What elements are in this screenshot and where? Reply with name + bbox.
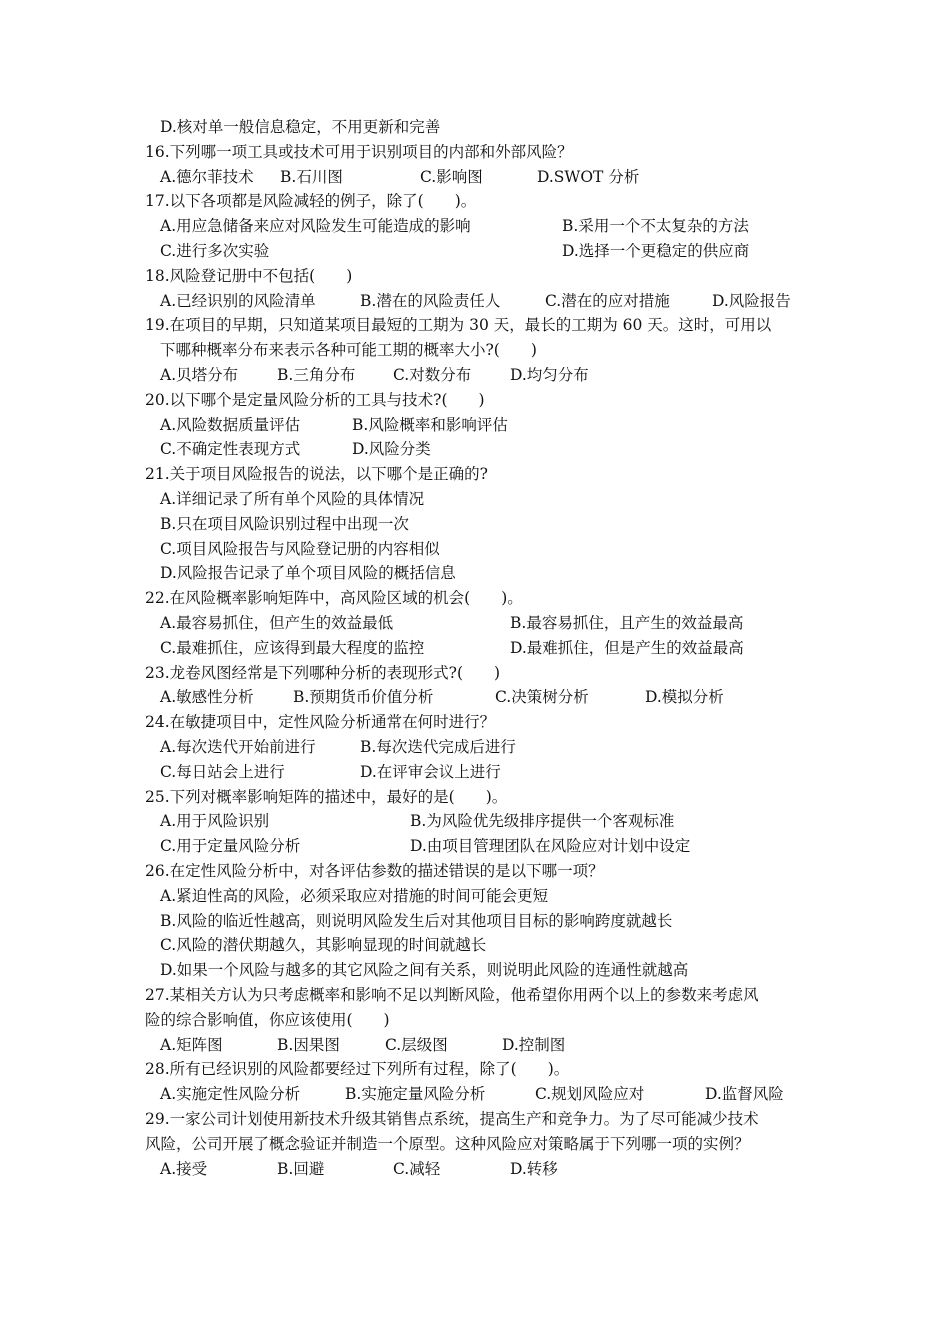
question-text: 20.以下哪个是定量风险分析的工具与技术?( )	[145, 390, 485, 409]
answer-option: B.潜在的风险责任人	[360, 291, 501, 310]
question-text: 22.在风险概率影响矩阵中，高风险区域的机会( )。	[145, 589, 523, 608]
answer-option: B.为风险优先级排序提供一个客观标准	[410, 812, 675, 831]
answer-option: D.风险分类	[352, 440, 431, 459]
question-text: 21.关于项目风险报告的说法，以下哪个是正确的?	[145, 465, 488, 484]
question-text: 19.在项目的早期，只知道某项目最短的工期为 30 天，最长的工期为 60 天。这时，可用以	[145, 316, 772, 335]
question-text: 16.下列哪一项工具或技术可用于识别项目的内部和外部风险？	[145, 142, 573, 161]
answer-option: D.最难抓住，但是产生的效益最高	[510, 638, 744, 657]
answer-option: A.矩阵图	[160, 1035, 223, 1054]
answer-option: B.实施定量风险分析	[345, 1085, 486, 1104]
question-text: 24.在敏捷项目中，定性风险分析通常在何时进行？	[145, 713, 496, 732]
answer-option: C.最难抓住，应该得到最大程度的监控	[160, 638, 425, 657]
answer-option: B.风险概率和影响评估	[352, 415, 508, 434]
text-line: D.核对单一般信息稳定，不用更新和完善	[160, 118, 441, 136]
answer-option: B.最容易抓住，且产生的效益最高	[510, 614, 744, 632]
answer-option: D.风险报告	[712, 291, 791, 310]
answer-option: A.用于风险识别	[160, 812, 270, 831]
answer-option: D.监督风险	[705, 1085, 784, 1104]
answer-option: A.用应急储备来应对风险发生可能造成的影响	[160, 217, 471, 236]
question-text: 28.所有已经识别的风险都要经过下列所有过程，除了( )。	[145, 1060, 570, 1079]
answer-option: A.风险数据质量评估	[160, 415, 301, 434]
answer-option: A.最容易抓住，但产生的效益最低	[160, 614, 394, 632]
answer-option: D.由项目管理团队在风险应对计划中设定	[410, 837, 691, 856]
answer-option: C.决策树分析	[495, 688, 589, 707]
answer-option: D.在评审会议上进行	[360, 762, 501, 781]
text-line: 风险，公司开展了概念验证并制造一个原型。这种风险应对策略属于下列哪一项的实例？	[145, 1134, 750, 1153]
answer-option: B.采用一个不太复杂的方法	[562, 217, 749, 236]
answer-option: A.接受	[160, 1159, 208, 1178]
text-line: 险的综合影响值，你应该使用( )	[145, 1010, 390, 1029]
text-line: B.风险的临近性越高，则说明风险发生后对其他项目目标的影响跨度就越长	[160, 911, 673, 930]
answer-option: C.不确定性表现方式	[160, 440, 301, 459]
text-line: A.紧迫性高的风险，必须采取应对措施的时间可能会更短	[160, 886, 549, 905]
answer-option: C.减轻	[393, 1159, 441, 1178]
answer-option: D.控制图	[502, 1035, 566, 1054]
answer-option: A.实施定性风险分析	[160, 1085, 301, 1104]
answer-option: C.用于定量风险分析	[160, 837, 301, 856]
answer-option: C.规划风险应对	[535, 1085, 645, 1104]
answer-option: C.每日站会上进行	[160, 762, 285, 781]
answer-option: C.进行多次实验	[160, 242, 270, 260]
question-text: 27.某相关方认为只考虑概率和影响不足以判断风险，他希望你用两个以上的参数来考虑风	[145, 986, 759, 1004]
answer-option: B.因果图	[277, 1035, 340, 1054]
answer-option: B.预期货币价值分析	[293, 688, 434, 707]
answer-option: A.贝塔分布	[160, 366, 239, 384]
text-line: A.详细记录了所有单个风险的具体情况	[160, 490, 425, 508]
question-text: 18.风险登记册中不包括( )	[145, 266, 353, 285]
question-text: 25.下列对概率影响矩阵的描述中，最好的是( )。	[145, 787, 508, 806]
answer-option: B.石川图	[280, 167, 343, 186]
answer-option: C.潜在的应对措施	[545, 291, 670, 310]
answer-option: B.回避	[277, 1159, 325, 1178]
answer-option: C.影响图	[420, 167, 483, 186]
text-line: B.只在项目风险识别过程中出现一次	[160, 514, 409, 533]
question-text: 29.一家公司计划使用新技术升级其销售点系统，提高生产和竞争力。为了尽可能减少技术	[145, 1110, 759, 1128]
text-line: 下哪种概率分布来表示各种可能工期的概率大小?( )	[160, 341, 537, 360]
answer-option: C.层级图	[385, 1035, 448, 1054]
answer-option: A.已经识别的风险清单	[160, 291, 316, 310]
answer-option: A.每次迭代开始前进行	[160, 738, 316, 756]
answer-option: D.选择一个更稳定的供应商	[562, 242, 750, 260]
question-text: 26.在定性风险分析中，对各评估参数的描述错误的是以下哪一项？	[145, 862, 604, 880]
text-line: C.项目风险报告与风险登记册的内容相似	[160, 539, 440, 558]
answer-option: D.转移	[510, 1159, 558, 1178]
answer-option: A.敏感性分析	[160, 688, 254, 707]
answer-option: D.均匀分布	[510, 366, 589, 384]
text-line: C.风险的潜伏期越久，其影响显现的时间就越长	[160, 936, 487, 955]
question-text: 17.以下各项都是风险减轻的例子，除了( )。	[145, 192, 477, 211]
question-text: 23.龙卷风图经常是下列哪种分析的表现形式?( )	[145, 663, 501, 682]
answer-option: A.德尔菲技术	[160, 167, 254, 186]
answer-option: C.对数分布	[393, 366, 472, 384]
answer-option: D.SWOT 分析	[537, 167, 640, 186]
text-line: D.如果一个风险与越多的其它风险之间有关系，则说明此风险的连通性就越高	[160, 961, 689, 980]
answer-option: D.模拟分析	[645, 688, 724, 707]
text-line: D.风险报告记录了单个项目风险的概括信息	[160, 564, 456, 583]
answer-option: B.三角分布	[277, 366, 356, 384]
answer-option: B.每次迭代完成后进行	[360, 738, 516, 756]
